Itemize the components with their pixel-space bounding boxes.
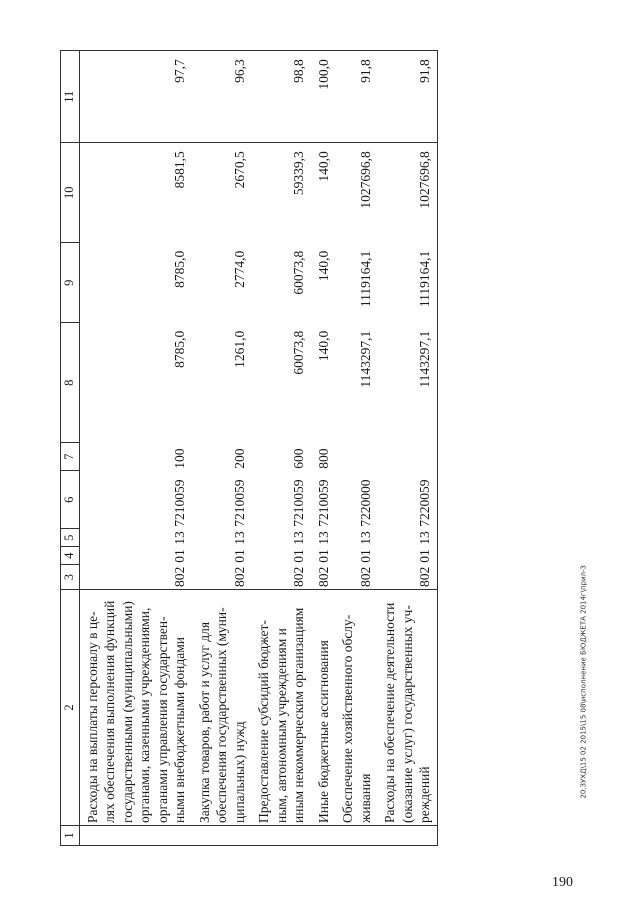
cell-amount: 1143297,1 [377, 323, 437, 443]
description-line: иным некоммерческим организациям [291, 607, 306, 823]
description-line: Предоставление субсидий бюджет- [256, 620, 271, 823]
rotated-page [0, 28, 640, 848]
cell-amount: 8581,5 [172, 151, 187, 189]
cell-code: 802 [357, 566, 373, 587]
cell-code [377, 443, 437, 471]
cell-percent: 98,8 [251, 51, 311, 143]
header-row [61, 51, 80, 846]
cell-code: 802 [315, 566, 331, 587]
cell-code: 802 [291, 566, 306, 587]
col-header: 11 [61, 51, 80, 143]
cell-code: 13 [291, 531, 306, 545]
cell-description [377, 590, 437, 826]
cell-empty [377, 826, 437, 846]
cell-code: 7210059 [291, 479, 306, 527]
description-line: Иные бюджетные ассигнования [315, 640, 331, 823]
cell-code: 01 [231, 549, 247, 563]
cell-amount: 59339,3 [291, 151, 306, 196]
cell-percent: 100,0 [311, 51, 336, 143]
cell-code: 802 [377, 565, 437, 590]
cell-code: 01 [357, 549, 373, 563]
cell-amount: 1027696,8 [377, 143, 437, 243]
cell-empty [251, 826, 311, 846]
cell-empty [79, 826, 192, 846]
cell-code: 01 [172, 549, 187, 563]
page-number: 190 [552, 875, 573, 890]
cell-amount: 8785,0 [172, 330, 187, 368]
cell-description [79, 590, 192, 826]
cell-code: 800 [315, 448, 331, 469]
col-header: 6 [61, 471, 80, 529]
cell-code: 13 [172, 531, 187, 545]
cell-code: 600 [291, 448, 306, 469]
table-row [311, 51, 336, 846]
description-line: реждений [417, 766, 432, 823]
description-line: ным, автономным учреждениям и [273, 628, 289, 823]
description-line: государственными (муниципальными) [119, 601, 135, 823]
col-header: 2 [61, 590, 80, 826]
cell-percent: 91,8 [377, 51, 437, 143]
col-header: 4 [61, 547, 80, 565]
cell-percent: 97,7 [79, 51, 192, 143]
cell-code: 13 [231, 531, 247, 545]
table-row [377, 51, 437, 846]
description-line: лях обеспечения выполнения функций [102, 600, 117, 823]
cell-amount: 2670,5 [231, 151, 247, 189]
description-line: ными внебюджетными фондами [172, 637, 187, 823]
cell-amount: 1143297,1 [357, 330, 373, 388]
description-line: органами, казенными учреждениями, [137, 607, 152, 823]
cell-code [335, 443, 377, 471]
description-line: живания [357, 773, 373, 823]
cell-empty [311, 826, 336, 846]
cell-amount: 1261,0 [231, 330, 247, 368]
cell-amount: 60073,8 [291, 330, 306, 375]
description-line: обеспечения государственных (муни- [214, 607, 229, 823]
cell-code: 13 [315, 531, 331, 545]
cell-percent: 96,3 [192, 51, 252, 143]
cell-code: 7220059 [377, 471, 437, 529]
cell-empty [192, 826, 252, 846]
col-header: 9 [61, 243, 80, 323]
cell-amount: 140,0 [315, 250, 331, 282]
cell-description [192, 590, 252, 826]
description-line: Закупка товаров, работ и услуг для [196, 621, 212, 823]
cell-code: 13 [357, 531, 373, 545]
cell-code: 01 [377, 547, 437, 565]
cell-amount: 2774,0 [231, 250, 247, 288]
cell-amount: 140,0 [315, 330, 331, 362]
description-line: Расходы на выплаты персоналу в це- [84, 611, 100, 823]
cell-amount: 1119164,1 [357, 250, 373, 308]
cell-code: 802 [231, 566, 247, 587]
table-row [192, 51, 252, 846]
cell-amount: 8785,0 [172, 250, 187, 288]
description-line: Расходы на обеспечение деятельности [382, 602, 397, 823]
cell-description [335, 590, 377, 826]
table-row [79, 51, 192, 846]
cell-code: 802 [172, 566, 187, 587]
description-line: (оказание услуг) государственных уч- [399, 605, 415, 823]
cell-amount: 1119164,1 [377, 243, 437, 323]
cell-code: 7210059 [172, 479, 187, 527]
file-path-footer: 20.3УХД\15 02 2015\15 08\исполнение БЮДЖЕТА 2014г\прил-3 [580, 565, 588, 799]
cell-code: 7210059 [231, 479, 247, 527]
cell-code: 13 [377, 529, 437, 547]
col-header: 3 [61, 565, 80, 590]
cell-empty [335, 826, 377, 846]
table-row [251, 51, 311, 846]
col-header: 5 [61, 529, 80, 547]
col-header: 7 [61, 443, 80, 471]
cell-code: 7210059 [315, 479, 331, 527]
cell-code: 01 [291, 549, 306, 563]
cell-amount: 1027696,8 [357, 151, 373, 209]
cell-description [311, 590, 336, 826]
col-header: 10 [61, 143, 80, 243]
description-line: органами управления государствен- [154, 616, 170, 823]
cell-description [251, 590, 311, 826]
description-line: ципальных) нужд [231, 721, 247, 823]
description-line: Обеспечение хозяйственного обслу- [340, 614, 355, 823]
table-row [335, 51, 377, 846]
cell-code: 01 [315, 549, 331, 563]
cell-code: 100 [172, 448, 187, 469]
col-header: 8 [61, 323, 80, 443]
cell-percent: 91,8 [335, 51, 377, 143]
col-header: 1 [61, 826, 80, 846]
cell-code: 7220000 [357, 479, 373, 527]
cell-amount: 140,0 [315, 151, 331, 182]
cell-code: 200 [231, 448, 247, 469]
budget-table [60, 50, 438, 846]
cell-amount: 60073,8 [291, 250, 306, 295]
